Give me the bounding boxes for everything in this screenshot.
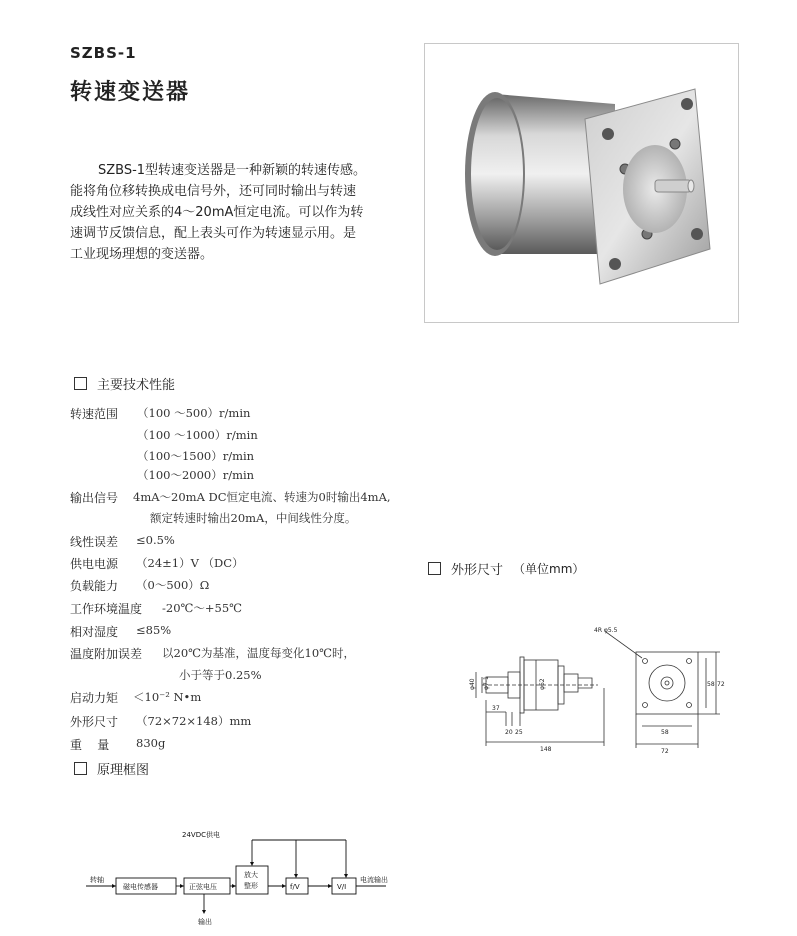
spec-label: 工作环境温度 <box>70 602 143 616</box>
spec-label: 转速范围 <box>70 407 119 421</box>
block-fv: f/V <box>290 883 300 891</box>
model-number: SZBS-1 <box>70 44 137 62</box>
spec-label: 负载能力 <box>70 579 119 593</box>
spec-label: 线性误差 <box>70 535 119 549</box>
dims-section-title <box>428 559 584 578</box>
spec-value: ≤0.5% <box>136 533 175 547</box>
spec-value: ≤85% <box>136 623 172 637</box>
block-out: 输出 <box>198 918 212 926</box>
dim-d62: φ62 <box>539 678 546 690</box>
spec-value: （24±1）V （DC） <box>136 556 244 570</box>
block-supply: 24VDC供电 <box>182 831 220 839</box>
spec-label: 外形尺寸 <box>70 715 119 729</box>
dim-d40: φ40 <box>469 678 476 690</box>
spec-label: 温度附加误差 <box>70 647 143 661</box>
product-photo <box>424 43 739 323</box>
block-amp-2: 整形 <box>244 882 258 890</box>
block-diagram <box>86 828 416 936</box>
spec-value: 以20℃为基准，温度每变化10℃时， <box>162 646 355 660</box>
principle-section-title <box>74 759 149 778</box>
block-sensor: 磁电传感器 <box>123 883 158 891</box>
spec-value: （72×72×148）mm <box>136 714 252 728</box>
intro-line: 速调节反馈信息，配上表头可作为转速显示用。是 <box>70 226 357 241</box>
spec-value: 额定转速时输出20mA，中间线性分度。 <box>150 511 357 525</box>
spec-value: 830g <box>136 736 166 750</box>
dim-37: 37 <box>492 705 500 712</box>
spec-value: （100～2000）r/min <box>137 468 255 482</box>
checkbox-square-icon <box>74 377 87 390</box>
specs-title-text: 主要技术性能 <box>97 378 176 393</box>
block-current-out: 电流输出 <box>360 876 388 884</box>
checkbox-square-icon <box>74 762 87 775</box>
dims-title-text: 外形尺寸 <box>451 563 504 578</box>
specs-section-title <box>74 374 175 393</box>
dim-h58: 58 <box>707 681 715 688</box>
intro-line: 能将角位移转换成电信号外，还可同时输出与转速 <box>70 184 357 199</box>
spec-value: （100 ～1000）r/min <box>137 428 258 442</box>
page-title: 转速变送器 <box>70 80 191 105</box>
block-input: 转轴 <box>90 876 104 884</box>
spec-label: 输出信号 <box>70 491 119 505</box>
spec-label: 启动力矩 <box>70 691 119 705</box>
spec-value: -20℃～+55℃ <box>162 601 243 615</box>
spec-value: 小于等于0.25% <box>179 668 262 682</box>
spec-value: ＜10⁻² N•m <box>133 690 202 704</box>
spec-value: 4mA～20mA DC恒定电流、转速为0时输出4mA, <box>133 490 391 504</box>
dim-holes: 4R φ5.5 <box>594 627 618 634</box>
spec-value: （100 ～500）r/min <box>137 406 251 420</box>
spec-label: 重 量 <box>70 738 110 752</box>
spec-label: 相对湿度 <box>70 625 119 639</box>
intro-line: SZBS-1型转速变送器是一种新颖的转速传感。 <box>98 163 367 178</box>
block-sine: 正弦电压 <box>189 883 217 891</box>
block-amp-1: 放大 <box>244 871 258 879</box>
spec-value: （100～1500）r/min <box>137 449 255 463</box>
spec-label: 供电电源 <box>70 557 119 571</box>
intro-line: 成线性对应关系的4～20mA恒定电流。可以作为转 <box>70 205 364 220</box>
dim-148: 148 <box>540 746 552 753</box>
dimension-drawing <box>469 622 726 771</box>
dim-20: 20 <box>505 729 513 736</box>
intro-paragraph <box>70 160 410 265</box>
dim-w58: 58 <box>661 729 669 736</box>
dim-w72: 72 <box>661 748 669 755</box>
spec-value: （0～500）Ω <box>136 578 210 592</box>
dim-h72: 72 <box>717 681 725 688</box>
intro-line: 工业现场理想的变送器。 <box>70 247 214 262</box>
dim-25: 25 <box>515 729 523 736</box>
dim-d71: φ7-1 <box>483 676 490 690</box>
principle-title-text: 原理框图 <box>97 763 150 778</box>
dims-unit-text: （单位mm） <box>513 562 585 576</box>
checkbox-square-icon <box>428 562 441 575</box>
block-vi: V/I <box>337 883 347 891</box>
